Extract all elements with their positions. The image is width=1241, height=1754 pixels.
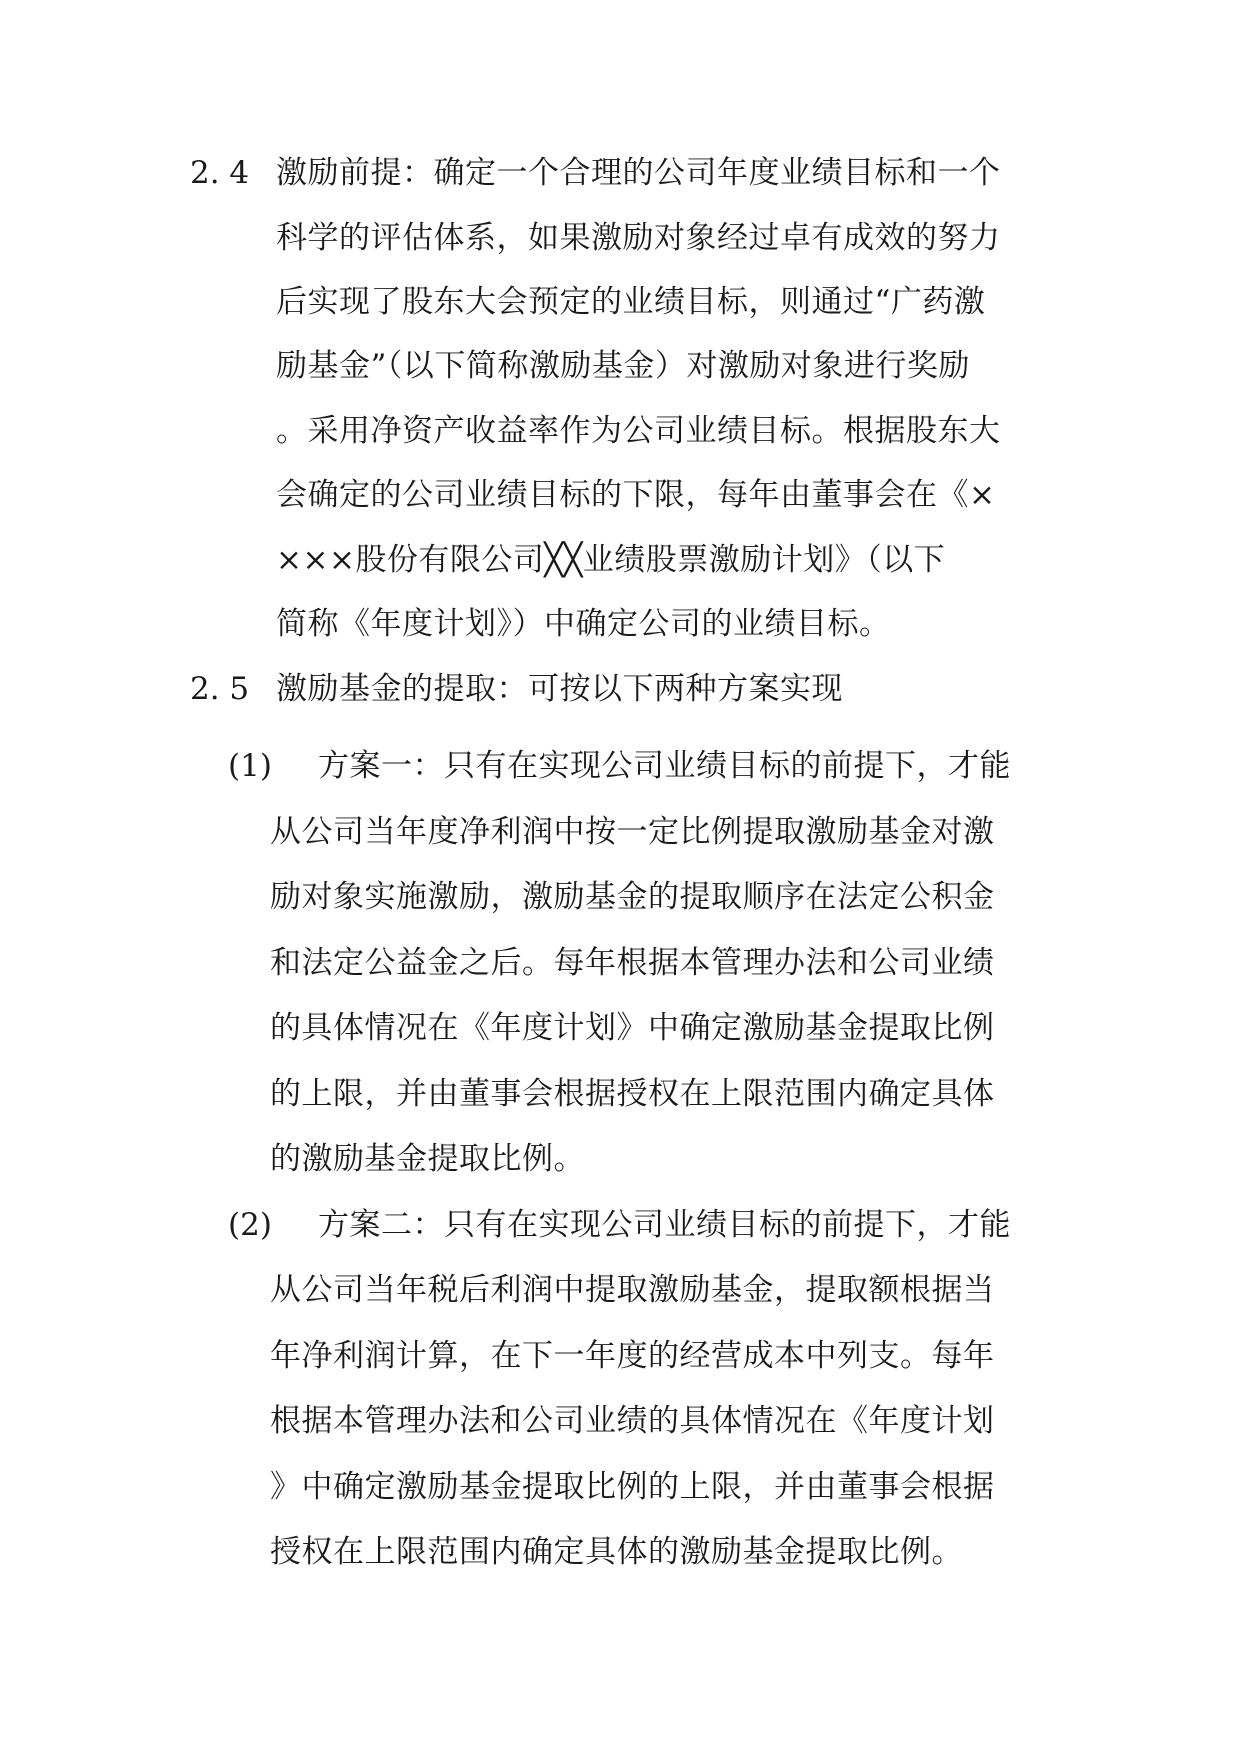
item-1-line-4: 和法定公益金之后。每年根据本管理办法和公司业绩	[270, 945, 995, 981]
section-2-4-line-1: 激励前提：确定一个合理的公司年度业绩目标和一个	[276, 155, 1001, 191]
item-2-line-3: 年净利润计算，在下一年度的经营成本中列支。每年	[270, 1338, 995, 1374]
item-2-line-5: 》中确定激励基金提取比例的上限，并由董事会根据	[270, 1469, 995, 1505]
item-1-line-5: 的具体情况在《年度计划》中确定激励基金提取比例	[270, 1010, 995, 1046]
item-1-line-1: 方案一：只有在实现公司业绩目标的前提下，才能	[318, 748, 1011, 784]
item-1-line-7: 的激励基金提取比例。	[270, 1141, 585, 1177]
section-2-5-number: 2. 5	[190, 671, 250, 707]
item-1-line-3: 励对象实施激励，激励基金的提取顺序在法定公积金	[270, 879, 995, 915]
section-2-4-line-5: 。采用净资产收益率作为公司业绩目标。根据股东大	[276, 413, 1001, 449]
item-2-line-2: 从公司当年税后利润中提取激励基金，提取额根据当	[270, 1272, 995, 1308]
section-2-4-number: 2. 4	[190, 155, 250, 191]
item-2-line-4: 根据本管理办法和公司业绩的具体情况在《年度计划	[270, 1403, 995, 1439]
item-1-number: (1)	[228, 748, 272, 784]
section-2-4-line-8: 简称《年度计划》）中确定公司的业绩目标。	[276, 606, 891, 642]
item-2-number: (2)	[228, 1207, 272, 1243]
section-2-4-line-2: 科学的评估体系，如果激励对象经过卓有成效的努力	[276, 220, 1001, 256]
section-2-4-line-4: 励基金”（以下简称激励基金）对激励对象进行奖励	[276, 348, 970, 384]
item-2-line-6: 授权在上限范围内确定具体的激励基金提取比例。	[270, 1534, 963, 1570]
item-2-line-1: 方案二：只有在实现公司业绩目标的前提下，才能	[318, 1207, 1011, 1243]
item-1-line-2: 从公司当年度净利润中按一定比例提取激励基金对激	[270, 814, 995, 850]
section-2-5-line-1: 激励基金的提取：可按以下两种方案实现	[276, 671, 843, 707]
item-1-line-6: 的上限，并由董事会根据授权在上限范围内确定具体	[270, 1076, 995, 1112]
section-2-4-line-6: 会确定的公司业绩目标的下限，每年由董事会在《×	[276, 477, 996, 513]
section-2-4-line-3: 后实现了股东大会预定的业绩目标，则通过“广药激	[276, 284, 986, 320]
section-2-4-line-7: ×××股份有限公司╳╳业绩股票激励计划》（以下	[276, 542, 946, 578]
